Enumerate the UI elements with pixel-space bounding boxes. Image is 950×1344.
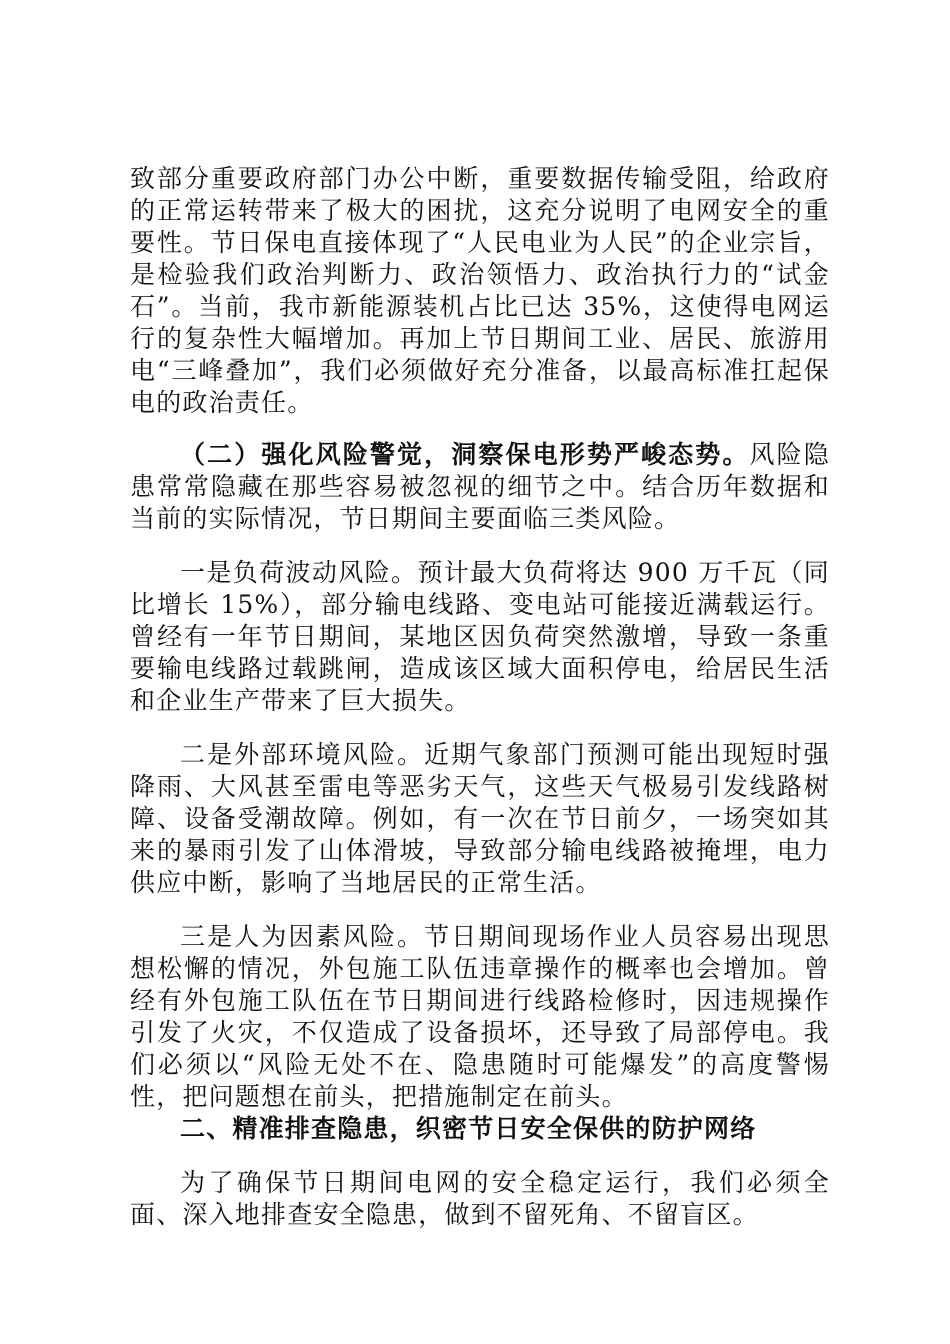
paragraph-power-safety-importance: 致部分重要政府部门办公中断，重要数据传输受阻，给政府的正常运转带来了极大的困扰，这充分说明了电网安全的重要性。节日保电直接体现了“人民电业为人民”的企业宗旨，是检验我们政治判断力、政治领悟力、政治执行力的“试金石”。当前，我市新能源装机占比已达 35%，这使得电网运行的复杂性大幅增加。再加上节日期间工业、居民、旅游用电“三峰叠加”，我们必须做好充分准备，以最高标准扛起保电的政治责任。 <box>130 164 830 417</box>
document-body <box>130 163 830 1231</box>
paragraph-risk-awareness <box>130 439 830 535</box>
paragraph-human-factor-risk: 三是人为因素风险。节日期间现场作业人员容易出现思想松懈的情况，外包施工队伍违章操作的概率也会增加。曾经有外包施工队伍在节日期间进行线路检修时，因违规操作引发了火灾，不仅造成了设备损坏，还导致了局部停电。我们必须以“风险无处不在、隐患随时可能爆发”的高度警惕性，把问题想在前头，把措施制定在前头。 <box>130 922 830 1111</box>
section-heading-hazard-inspection: 二、精准排查隐患，织密节日安全保供的防护网络 <box>180 1114 757 1143</box>
paragraph-hazard-inspection-intro: 为了确保节日期间电网的安全稳定运行，我们必须全面、深入地排查安全隐患，做到不留死角、不留盲区。 <box>130 1168 830 1229</box>
paragraph-risk-awareness-body: 风险隐患常常隐藏在那些容易被忽视的细节之中。结合历年数据和当前的实际情况，节日期间主要面临三类风险。 <box>130 440 830 533</box>
paragraph-external-environment-risk: 二是外部环境风险。近期气象部门预测可能出现短时强降雨、大风甚至雷电等恶劣天气，这些天气极易引发线路树障、设备受潮故障。例如，有一次在节日前夕，一场突如其来的暴雨引发了山体滑坡，导致部分输电线路被掩埋，电力供应中断，影响了当地居民的正常生活。 <box>130 740 830 897</box>
subheading-risk-awareness: （二）强化风险警觉，洞察保电形势严峻态势。 <box>180 440 750 469</box>
paragraph-load-fluctuation-risk: 一是负荷波动风险。预计最大负荷将达 900 万千瓦（同比增长 15%），部分输电线路、变电站可能接近满载运行。曾经有一年节日期间，某地区因负荷突然激增，导致一条重要输电线路过载跳闸，造成该区域大面积停电，给居民生活和企业生产带来了巨大损失。 <box>130 558 830 715</box>
